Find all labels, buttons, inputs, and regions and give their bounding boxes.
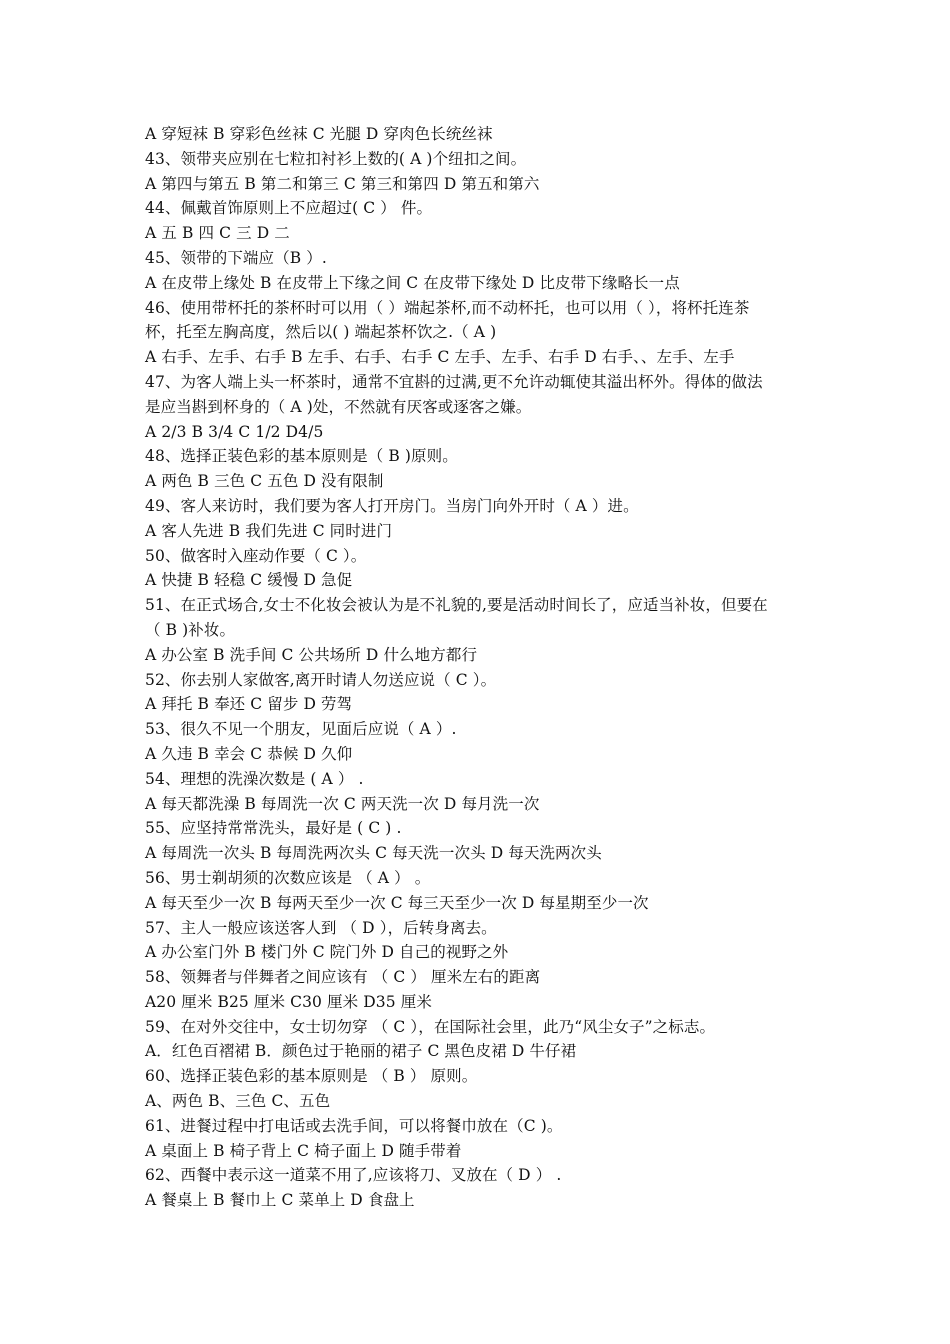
options-55: A 每周洗一次头 B 每周洗两次头 C 每天洗一次头 D 每天洗两次头 <box>145 844 602 863</box>
question-55: 55、应坚持常常洗头，最好是 ( C ) . <box>145 819 402 838</box>
question-45: 45、领带的下端应（B ）. <box>145 248 327 267</box>
options-62: A 餐桌上 B 餐巾上 C 菜单上 D 食盘上 <box>145 1191 415 1210</box>
options-52: A 拜托 B 奉还 C 留步 D 劳驾 <box>145 695 353 714</box>
question-58: 58、领舞者与伴舞者之间应该有 （ C ） 厘米左右的距离 <box>145 968 541 987</box>
options-44: A 五 B 四 C 三 D 二 <box>145 224 290 243</box>
question-61: 61、进餐过程中打电话或去洗手间，可以将餐巾放在（C )。 <box>145 1116 563 1135</box>
question-51: 51、在正式场合,女士不化妆会被认为是不礼貌的,要是活动时间长了，应适当补妆，但要在 <box>145 596 768 615</box>
options-49: A 客人先进 B 我们先进 C 同时进门 <box>145 521 393 540</box>
options-51: A 办公室 B 洗手间 C 公共场所 D 什么地方都行 <box>145 645 478 664</box>
question-52: 52、你去别人家做客,离开时请人勿送应说（ C ）。 <box>145 670 497 689</box>
question-62: 62、西餐中表示这一道菜不用了,应该将刀、叉放在（ D ） . <box>145 1166 562 1185</box>
question-list <box>145 122 815 1213</box>
question-47: 47、为客人端上头一杯茶时，通常不宜斟的过满,更不允许动辄使其溢出杯外。得体的做法 <box>145 372 763 391</box>
question-59: 59、在对外交往中，女士切勿穿 （ C ），在国际社会里，此乃“风尘女子”之标志。 <box>145 1017 716 1036</box>
question-60: 60、选择正装色彩的基本原则是 （ B ） 原则。 <box>145 1067 478 1086</box>
question-43: 43、领带夹应别在七粒扣衬衫上数的( A )个纽扣之间。 <box>145 149 527 168</box>
options-58: A20 厘米 B25 厘米 C30 厘米 D35 厘米 <box>145 992 432 1011</box>
options-61: A 桌面上 B 椅子背上 C 椅子面上 D 随手带着 <box>145 1141 462 1160</box>
question-44: 44、佩戴首饰原则上不应超过( C ） 件。 <box>145 199 433 218</box>
question-50: 50、做客时入座动作要（ C ）。 <box>145 546 367 565</box>
question-46-cont: 杯，托至左胸高度，然后以( ) 端起茶杯饮之.（ A ) <box>145 323 497 342</box>
options-45: A 在皮带上缘处 B 在皮带上下缘之间 C 在皮带下缘处 D 比皮带下缘略长一点 <box>145 273 680 292</box>
question-57: 57、主人一般应该送客人到 （ D ），后转身离去。 <box>145 918 497 937</box>
options-43: A 第四与第五 B 第二和第三 C 第三和第四 D 第五和第六 <box>145 174 540 193</box>
options-60: A、两色 B、三色 C、五色 <box>145 1092 331 1111</box>
question-54: 54、理想的洗澡次数是 ( A ） . <box>145 769 364 788</box>
options-54: A 每天都洗澡 B 每周洗一次 C 两天洗一次 D 每月洗一次 <box>145 794 540 813</box>
question-49: 49、客人来访时，我们要为客人打开房门。当房门向外开时（ A ）进。 <box>145 496 639 515</box>
options-59: A．红色百褶裙 B．颜色过于艳丽的裙子 C 黑色皮裙 D 牛仔裙 <box>145 1042 577 1061</box>
options-48: A 两色 B 三色 C 五色 D 没有限制 <box>145 472 384 491</box>
question-47-cont: 是应当斟到杯身的（ A )处，不然就有厌客或逐客之嫌。 <box>145 397 532 416</box>
options-53: A 久违 B 幸会 C 恭候 D 久仰 <box>145 744 353 763</box>
text-line: A 穿短袜 B 穿彩色丝袜 C 光腿 D 穿肉色长统丝袜 <box>145 125 493 143</box>
options-57: A 办公室门外 B 楼门外 C 院门外 D 自己的视野之外 <box>145 943 509 962</box>
question-48: 48、选择正装色彩的基本原则是（ B )原则。 <box>145 447 458 466</box>
options-47: A 2/3 B 3/4 C 1/2 D4/5 <box>145 422 324 441</box>
question-56: 56、男士剃胡须的次数应该是 （ A ） 。 <box>145 868 431 887</box>
question-46: 46、使用带杯托的茶杯时可以用（ ）端起茶杯,而不动杯托，也可以用（ ），将杯托连茶 <box>145 298 750 317</box>
options-56: A 每天至少一次 B 每两天至少一次 C 每三天至少一次 D 每星期至少一次 <box>145 893 649 912</box>
question-53: 53、很久不见一个朋友，见面后应说（ A ）. <box>145 720 457 739</box>
options-50: A 快捷 B 轻稳 C 缓慢 D 急促 <box>145 571 353 590</box>
question-51-cont: （ B )补妆。 <box>145 620 236 639</box>
options-46: A 右手、左手、右手 B 左手、右手、右手 C 左手、左手、右手 D 右手、、左手、左手 <box>145 348 735 367</box>
